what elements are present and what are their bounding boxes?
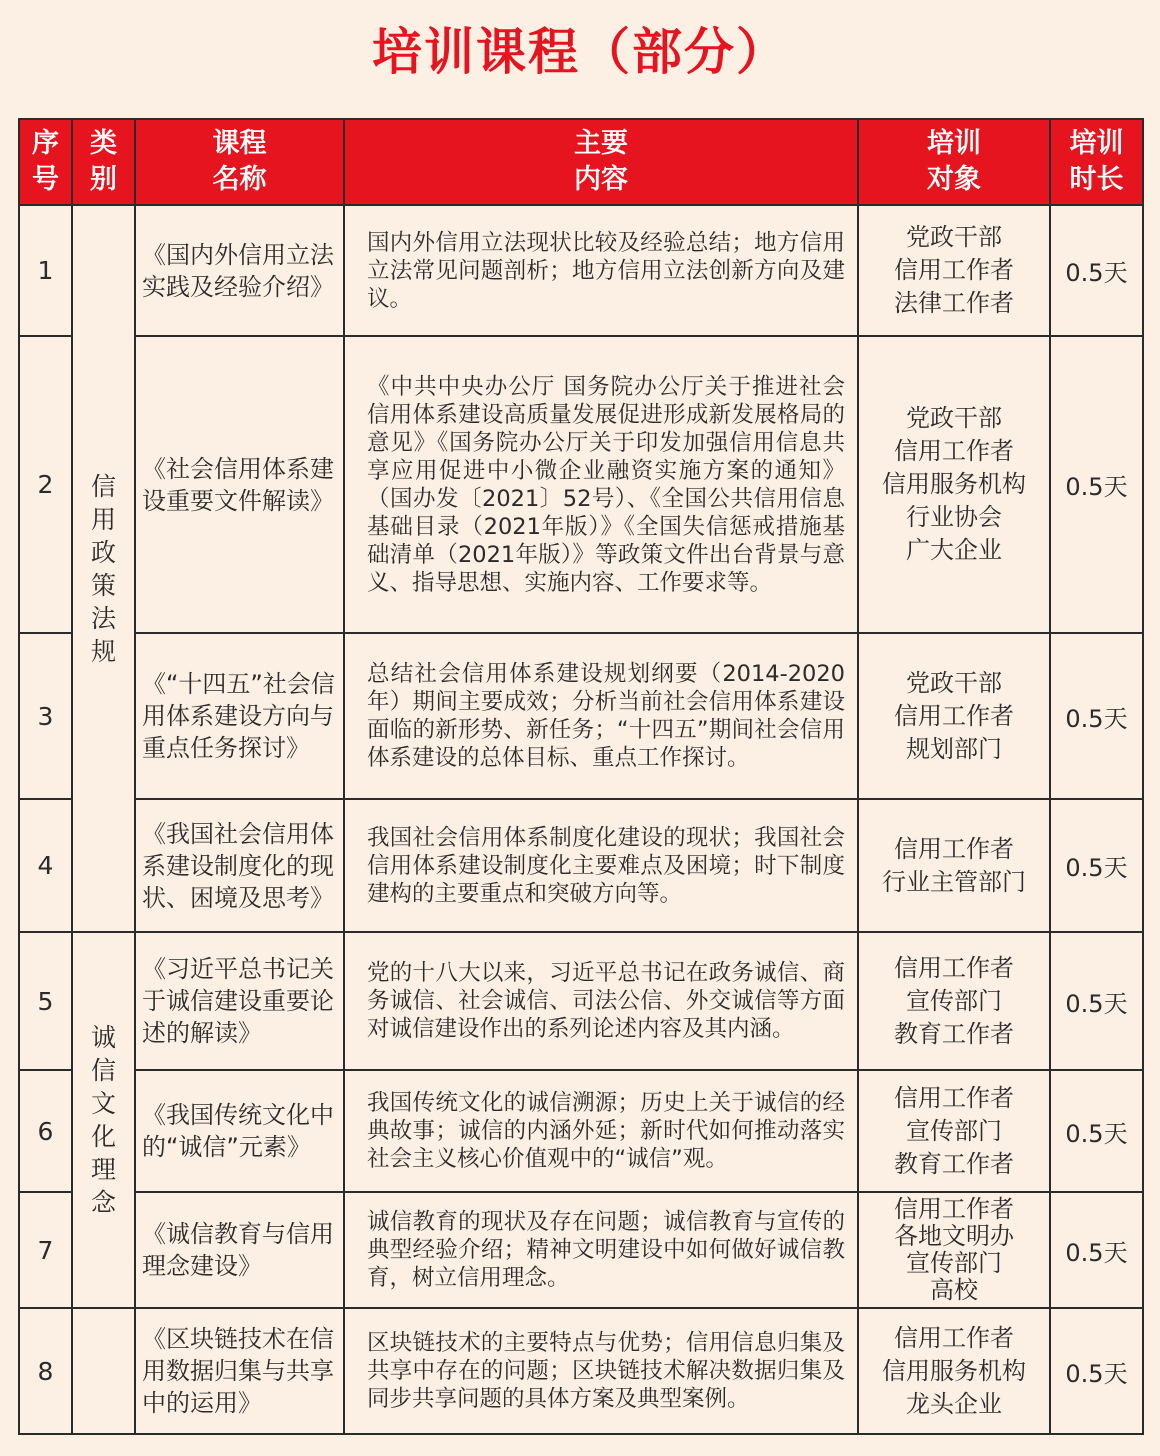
table-row xyxy=(19,799,1143,932)
course-name: 《社会信用体系建设重要文件解读》 xyxy=(135,336,344,633)
table-row xyxy=(19,1192,1143,1308)
row-number: 8 xyxy=(19,1308,72,1434)
course-name: 《我国传统文化中的“诚信”元素》 xyxy=(135,1070,344,1192)
row-number: 3 xyxy=(19,633,72,799)
table-row xyxy=(19,336,1143,633)
audience-cell: 党政干部 信用工作者 规划部门 xyxy=(858,633,1050,799)
row-number: 5 xyxy=(19,932,72,1070)
audience-cell: 信用工作者 各地文明办 宣传部门 高校 xyxy=(858,1192,1050,1308)
table-row xyxy=(19,633,1143,799)
header-main-content: 主要 内容 xyxy=(344,119,858,205)
audience-cell: 党政干部 信用工作者 信用服务机构 行业协会 广大企业 xyxy=(858,336,1050,633)
course-content: 我国社会信用体系制度化建设的现状；我国社会信用体系建设制度化主要难点及困境；时下制度建构的主要重点和突破方向等。 xyxy=(344,799,858,932)
course-content: 国内外信用立法现状比较及经验总结；地方信用立法常见问题剖析；地方信用立法创新方向及建议。 xyxy=(344,205,858,336)
course-content: 我国传统文化的诚信溯源；历史上关于诚信的经典故事；诚信的内涵外延；新时代如何推动落实社会主义核心价值观中的“诚信”观。 xyxy=(344,1070,858,1192)
category-cell xyxy=(72,1308,135,1434)
duration-cell: 0.5天 xyxy=(1050,205,1143,336)
table-row xyxy=(19,1308,1143,1434)
course-name: 《我国社会信用体系建设制度化的现状、困境及思考》 xyxy=(135,799,344,932)
row-number: 7 xyxy=(19,1192,72,1308)
course-content: 党的十八大以来，习近平总书记在政务诚信、商务诚信、社会诚信、司法公信、外交诚信等方面对诚信建设作出的系列论述内容及其内涵。 xyxy=(344,932,858,1070)
course-content: 区块链技术的主要特点与优势；信用信息归集及共享中存在的问题；区块链技术解决数据归集及同步共享问题的具体方案及典型案例。 xyxy=(344,1308,858,1434)
table-row xyxy=(19,205,1143,336)
category-cell xyxy=(72,932,135,1308)
category-label: 信 用 政 策 法 规 xyxy=(90,471,116,666)
course-name: 《习近平总书记关于诚信建设重要论述的解读》 xyxy=(135,932,344,1070)
course-table xyxy=(18,118,1144,1435)
course-content: 诚信教育的现状及存在问题；诚信教育与宣传的典型经验介绍；精神文明建设中如何做好诚信教育，树立信用理念。 xyxy=(344,1192,858,1308)
table-row xyxy=(19,932,1143,1070)
table-header-row xyxy=(19,119,1143,205)
category-cell xyxy=(72,205,135,932)
header-course-name: 课程 名称 xyxy=(135,119,344,205)
course-name: 《“十四五”社会信用体系建设方向与重点任务探讨》 xyxy=(135,633,344,799)
table-row xyxy=(19,1070,1143,1192)
row-number: 6 xyxy=(19,1070,72,1192)
row-number: 4 xyxy=(19,799,72,932)
course-name: 《区块链技术在信用数据归集与共享中的运用》 xyxy=(135,1308,344,1434)
duration-cell: 0.5天 xyxy=(1050,799,1143,932)
duration-cell: 0.5天 xyxy=(1050,1192,1143,1308)
row-number: 1 xyxy=(19,205,72,336)
audience-cell: 信用工作者 行业主管部门 xyxy=(858,799,1050,932)
audience-cell: 党政干部 信用工作者 法律工作者 xyxy=(858,205,1050,336)
audience-cell: 信用工作者 宣传部门 教育工作者 xyxy=(858,1070,1050,1192)
row-number: 2 xyxy=(19,336,72,633)
header-category: 类 别 xyxy=(72,119,135,205)
course-content: 《中共中央办公厅 国务院办公厅关于推进社会信用体系建设高质量发展促进形成新发展格局的意见》《国务院办公厅关于印发加强信用信息共享应用促进中小微企业融资实施方案的通知》（国办发〔2021〕52号）、《全国公共信用信息基础目录（2021年版）》《全国失信惩戒措施基础清单（2021年版）》等政策文件出台背景与意义、指导思想、实施内容、工作要求等。 xyxy=(344,336,858,633)
course-content: 总结社会信用体系建设规划纲要（2014-2020年）期间主要成效；分析当前社会信用体系建设面临的新形势、新任务；“十四五”期间社会信用体系建设的总体目标、重点工作探讨。 xyxy=(344,633,858,799)
duration-cell: 0.5天 xyxy=(1050,1308,1143,1434)
audience-cell: 信用工作者 宣传部门 教育工作者 xyxy=(858,932,1050,1070)
duration-cell: 0.5天 xyxy=(1050,336,1143,633)
header-seq: 序 号 xyxy=(19,119,72,205)
audience-cell: 信用工作者 信用服务机构 龙头企业 xyxy=(858,1308,1050,1434)
header-audience: 培训 对象 xyxy=(858,119,1050,205)
header-duration: 培训 时长 xyxy=(1050,119,1143,205)
duration-cell: 0.5天 xyxy=(1050,1070,1143,1192)
page-title: 培训课程（部分） xyxy=(372,23,788,81)
course-name: 《国内外信用立法实践及经验介绍》 xyxy=(135,205,344,336)
duration-cell: 0.5天 xyxy=(1050,932,1143,1070)
duration-cell: 0.5天 xyxy=(1050,633,1143,799)
course-name: 《诚信教育与信用理念建设》 xyxy=(135,1192,344,1308)
category-label: 诚 信 文 化 理 念 xyxy=(90,1023,116,1217)
